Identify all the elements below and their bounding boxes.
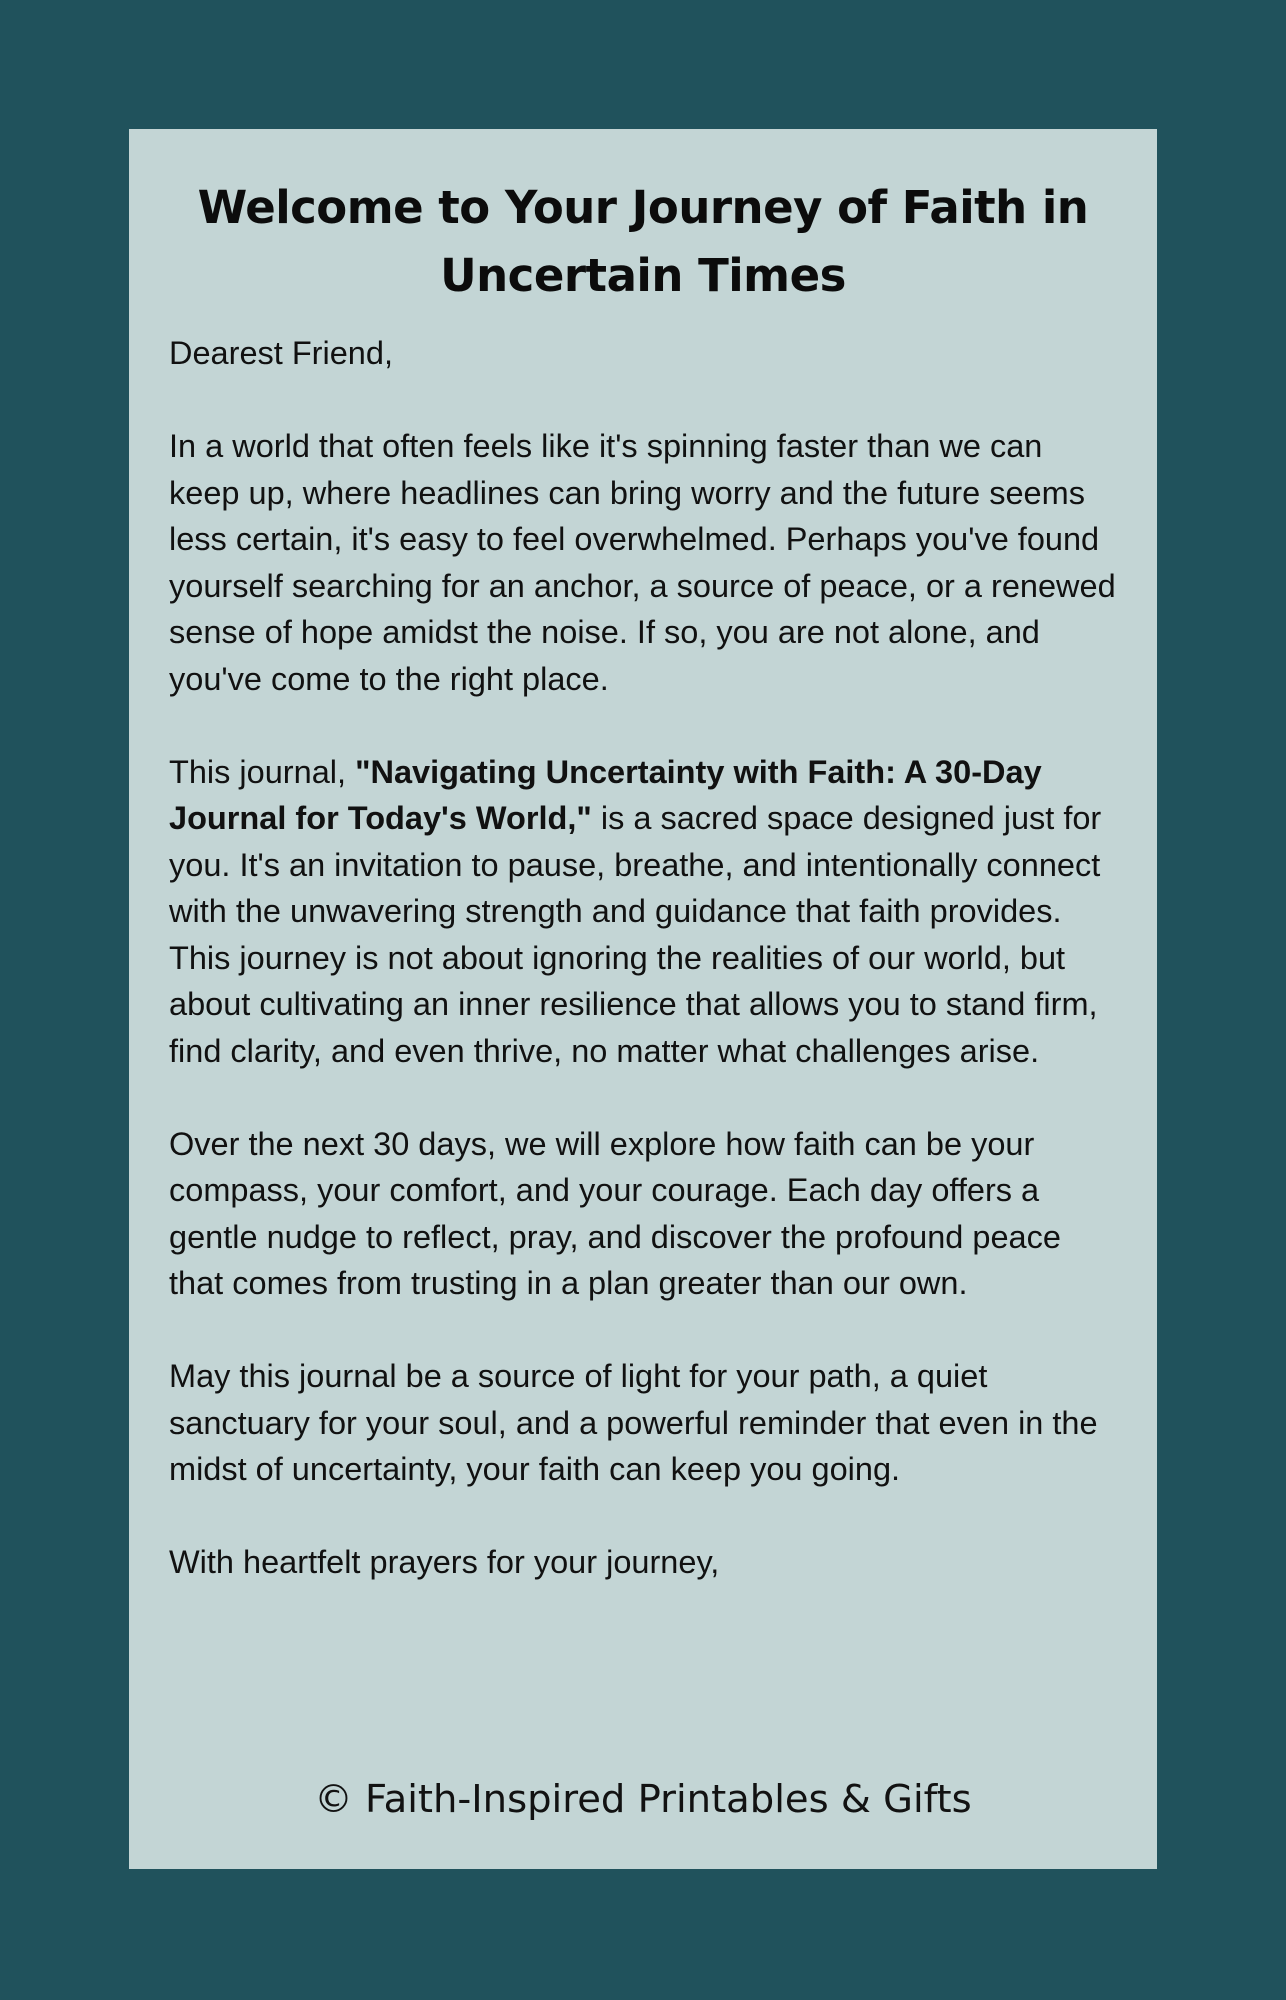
salutation: Dearest Friend, [169, 335, 393, 371]
paragraph-intro: In a world that often feels like it's spinning faster than we can keep up, where headlines can bring worry and the future seems less certain, it's easy to feel overwhelmed. Perhaps you've found yourself searching for an anchor, a source of peace, or a renewed sense of hope amidst the noise. If so, you are not alone, and you've come to the right place. [169, 428, 1116, 697]
copyright-footer: © Faith-Inspired Printables & Gifts [314, 1777, 972, 1822]
closing: With heartfelt prayers for your journey, [169, 1544, 720, 1580]
paragraph-journal-lead: This journal, [169, 753, 356, 790]
journal-title: "Navigating Uncertainty with Faith: A 30-Day Journal for Today's World," [169, 753, 1042, 836]
paragraph-thirty-days: Over the next 30 days, we will explore how faith can be your compass, your comfort, and your courage. Each day offers a gentle nudge to reflect, pray, and discover the profound peace that comes from trusting in a plan greater than our own. [169, 1125, 1061, 1301]
paragraph-blessing: May this journal be a source of light for your path, a quiet sanctuary for your soul, and a powerful reminder that even in the midst of uncertainty, your faith can keep you going. [169, 1358, 1098, 1487]
page-title: Welcome to Your Journey of Faith in Uncertain Times [197, 181, 1089, 302]
letter-card [129, 129, 1157, 1869]
letter-body [169, 330, 1117, 1586]
paragraph-journal [169, 749, 1117, 1075]
paragraph-journal-rest: is a sacred space designed just for you. It's an invitation to pause, breathe, and intentionally connect with the unwavering strength and guidance that faith provides. This journey is not about ignoring the realities of our world, but about cultivating an inner resilience that allows you to stand firm, find clarity, and even thrive, no matter what challenges arise. [169, 800, 1102, 1069]
